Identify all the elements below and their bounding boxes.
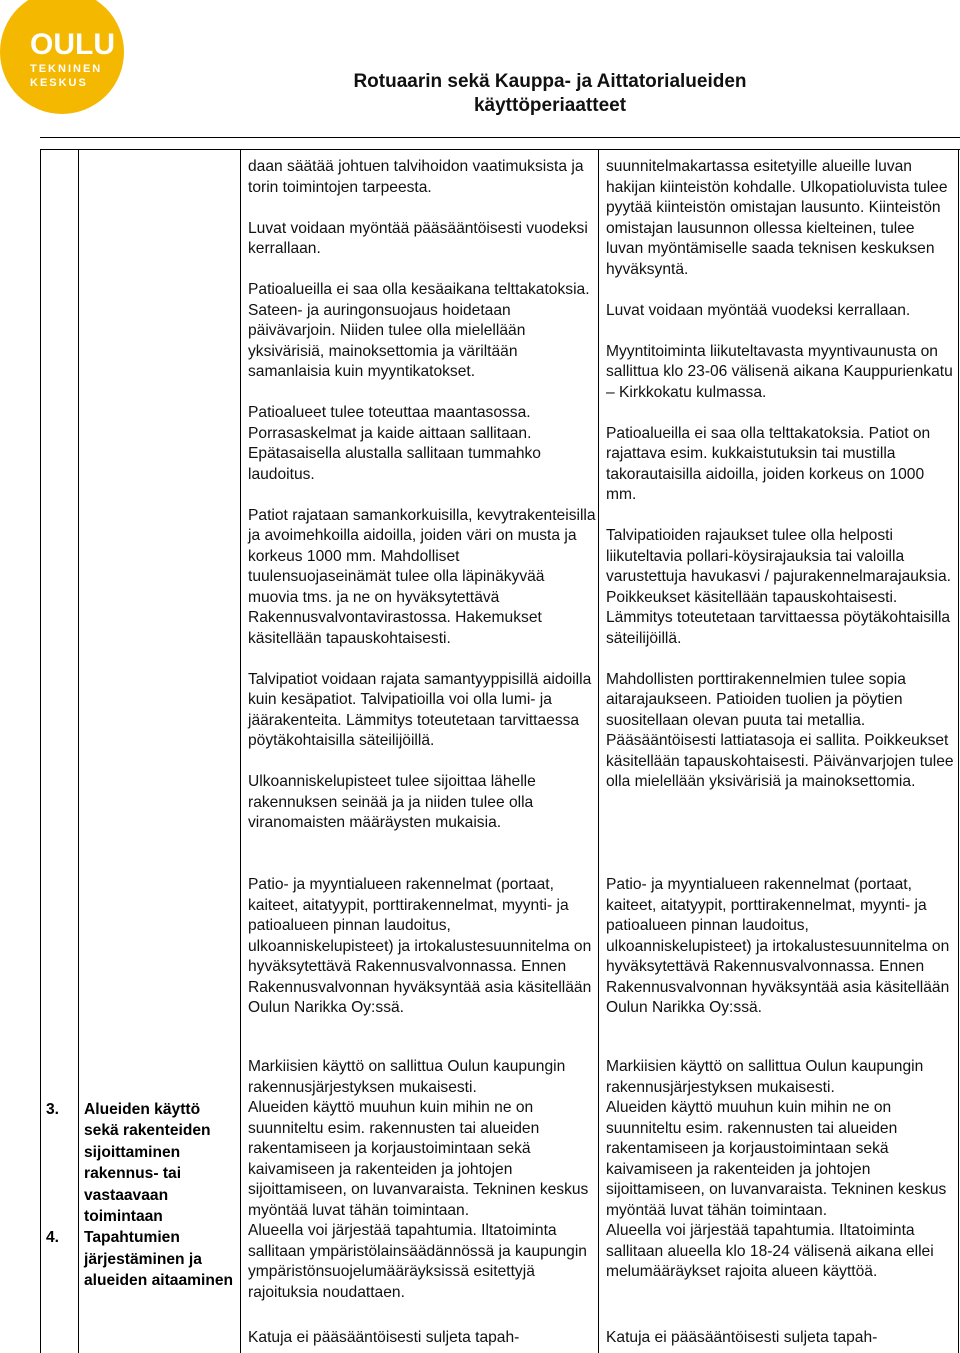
table-top-border (40, 149, 960, 150)
paragraph: Alueella voi järjestää tapahtumia. Iltatoiminta sallitaan ympäristölainsäädännössä ja kaupungin ympäristönsuojelumääräyksissä esitettyjä rajoituksia noudattaen. (248, 1222, 587, 1301)
logo-text-tekninen: TEKNINEN (30, 63, 103, 75)
paragraph: Patioalueilla ei saa olla kesäaikana telttakatoksia. Sateen- ja auringonsuojaus hoidetaan päivävarjoin. Niiden tulee olla mielellään yksivärisiä, mainoksettomia ja väriltään samanlaisia kuin myyntikatokset. (248, 281, 590, 380)
paragraph: Markiisien käyttö on sallittua Oulun kaupungin rakennusjärjestyksen mukaisesti. (606, 1058, 924, 1096)
paragraph: Alueiden käyttö muuhun kuin mihin ne on suunniteltu esim. rakennusten tai alueiden rakentamiseen ja korjaustoimintaan sekä kaivamiseen ja rakenteiden ja johtojen sijoittamiseen, on luvanvaraista. Tekninen keskus myöntää luvat tähän toimintaan. (606, 1099, 947, 1219)
oulu-tekninen-keskus-logo (0, 0, 130, 120)
paragraph: Patioalueet tulee toteuttaa maantasossa. Porrasaskelmat ja kaide aittaan sallitaan. Epätasaisella alustalla sallitaan tummahko laudoitus. (248, 404, 541, 483)
paragraph: daan säätää johtuen talvihoidon vaatimuksista ja torin toimintojen tarpeesta. (248, 158, 584, 196)
table-border-left (40, 149, 41, 1353)
paragraph: Luvat voidaan myöntää vuodeksi kerrallaan. (606, 301, 911, 319)
paragraph: Patio- ja myyntialueen rakennelmat (portaat, kaiteet, aitatyypit, porttirakennelmat, myynti- ja patioalueen pinnan laudoitus, ulkoanniskelupisteet) ja irtokalustesuunnitelma on hyväksytettävä Rakennusvalvonnassa. Ennen Rakennusvalvonnan hyväksyntää asia käsitellään Oulun Narikka Oy:ssä. (248, 876, 592, 1016)
section-item (46, 1227, 236, 1291)
paragraph: Luvat voidaan myöntää pääsääntöisesti vuodeksi kerrallaan. (248, 219, 588, 257)
logo-text-oulu: OULU (30, 28, 115, 61)
paragraph: Mahdollisten porttirakennelmien tulee sopia aitarajaukseen. Patioiden tuolien ja pöytien suositellaan olevan puuta tai metallia. Pääsääntöisesti lattiatasoja ei sallita. Poikkeukset käsitellään tapauskohtaisesti. Päivänvarjojen tulee olla mielellään yksivärisiä ja mainoksettomia. (606, 670, 954, 790)
document-title (300, 70, 800, 118)
kauppatori-column (606, 157, 954, 1346)
paragraph: suunnitelmakartassa esitetyille alueille luvan hakijan kiinteistön kohdalle. Ulkopatioluvista tulee pyytää kiinteistön omistajan lausunto. Kiinteistön omistajan lausunnon ollessa kielteinen, tulee luvan myöntämiselle saada teknisen keskuksen hyväksyntä. (606, 158, 948, 278)
table-border-middle (598, 149, 599, 1353)
section-title: Tapahtumien järjestäminen ja alueiden aitaaminen (84, 1229, 234, 1290)
table-border-right (958, 149, 959, 1353)
paragraph: Talvipatioiden rajaukset tulee olla helposti liikuteltavia pollari-köysirajauksia tai valoilla varustettuja havukasvi / pajurakennelmarajauksia. Poikkeukset käsitellään tapauskohtaisesti. Lämmitys toteutetaan tarvittaessa pöytäkohtaisilla säteilijöillä. (606, 527, 951, 647)
paragraph: Patiot rajataan samankorkuisilla, kevytrakenteisilla ja avoimehkoilla aidoilla, joiden väri on musta ja korkeus 1000 mm. Mahdolliset tuulensuojaseinämät tulee olla läpinäkyvää muovia tms. ja ne on hyväksytettävä Rakennusvalvontavirastossa. Hakemukset käsitellään tapauskohtaisesti. (248, 506, 596, 647)
paragraph: Patio- ja myyntialueen rakennelmat (portaat, kaiteet, aitatyypit, porttirakennelmat, myynti- ja patioalueen pinnan laudoitus, ulkoanniskelupisteet) ja irtokalustesuunnitelma on hyväksytettävä Rakennusvalvonnassa. Ennen Rakennusvalvonnan hyväksyntää asia käsitellään Oulun Narikka Oy:ssä. (606, 876, 950, 1016)
paragraph: Patioalueilla ei saa olla telttakatoksia. Patiot on rajattava esim. kukkaistutuksin tai mustilla takorautaisilla aidoilla, joiden korkeus on 1000 mm. (606, 424, 931, 503)
paragraph: Myyntitoiminta liikuteltavasta myyntivaunusta on sallittua klo 23-06 välisenä aikana Kauppurienkatu – Kirkkokatu kulmassa. (606, 342, 953, 401)
paragraph: Alueiden käyttö muuhun kuin mihin ne on suunniteltu esim. rakennusten tai alueiden rakentamiseen ja korjaustoimintaan sekä kaivamiseen ja rakenteiden ja johtojen sijoittamiseen, on luvanvaraista. Tekninen keskus myöntää luvat tähän toimintaan. (248, 1099, 589, 1219)
rotuaari-column (248, 157, 596, 1346)
paragraph: Alueella voi järjestää tapahtumia. Iltatoiminta sallitaan alueella klo 18-24 välisenä aikana ellei melumääräykset rajoita alueen käyttöä. (606, 1222, 934, 1280)
paragraph: Talvipatiot voidaan rajata samantyyppisillä aidoilla kuin kesäpatiot. Talvipatioilla voi olla lumi- ja jäärakenteita. Lämmitys toteutetaan tarvittaessa pöytäkohtaisilla säteilijöillä. (248, 670, 592, 749)
logo-text-keskus: KESKUS (30, 77, 88, 89)
section-number: 3. (46, 1101, 60, 1118)
paragraph: Markiisien käyttö on sallittua Oulun kaupungin rakennusjärjestyksen mukaisesti. (248, 1058, 566, 1096)
section-number: 4. (46, 1229, 60, 1247)
paragraph: Katuja ei pääsääntöisesti suljeta tapah- (606, 1329, 878, 1346)
header-rule (40, 137, 960, 138)
section-titles (46, 1099, 236, 1292)
document-title-line1: Rotuaarin sekä Kauppa- ja Aittatorialueiden (353, 71, 747, 92)
paragraph: Ulkoanniskelupisteet tulee sijoittaa lähelle rakennuksen seinää ja ja niiden tulee olla viranomaisten määräysten mukaisia. (248, 773, 536, 831)
section-item (46, 1099, 236, 1227)
table-border-title-column (240, 149, 241, 1353)
document-title-line2: käyttöperiaatteet (473, 95, 627, 116)
section-title: Alueiden käyttö sekä rakenteiden sijoittaminen rakennus- tai vastaavaan toimintaan (84, 1101, 211, 1226)
paragraph: Katuja ei pääsääntöisesti suljeta tapah- (248, 1329, 520, 1346)
